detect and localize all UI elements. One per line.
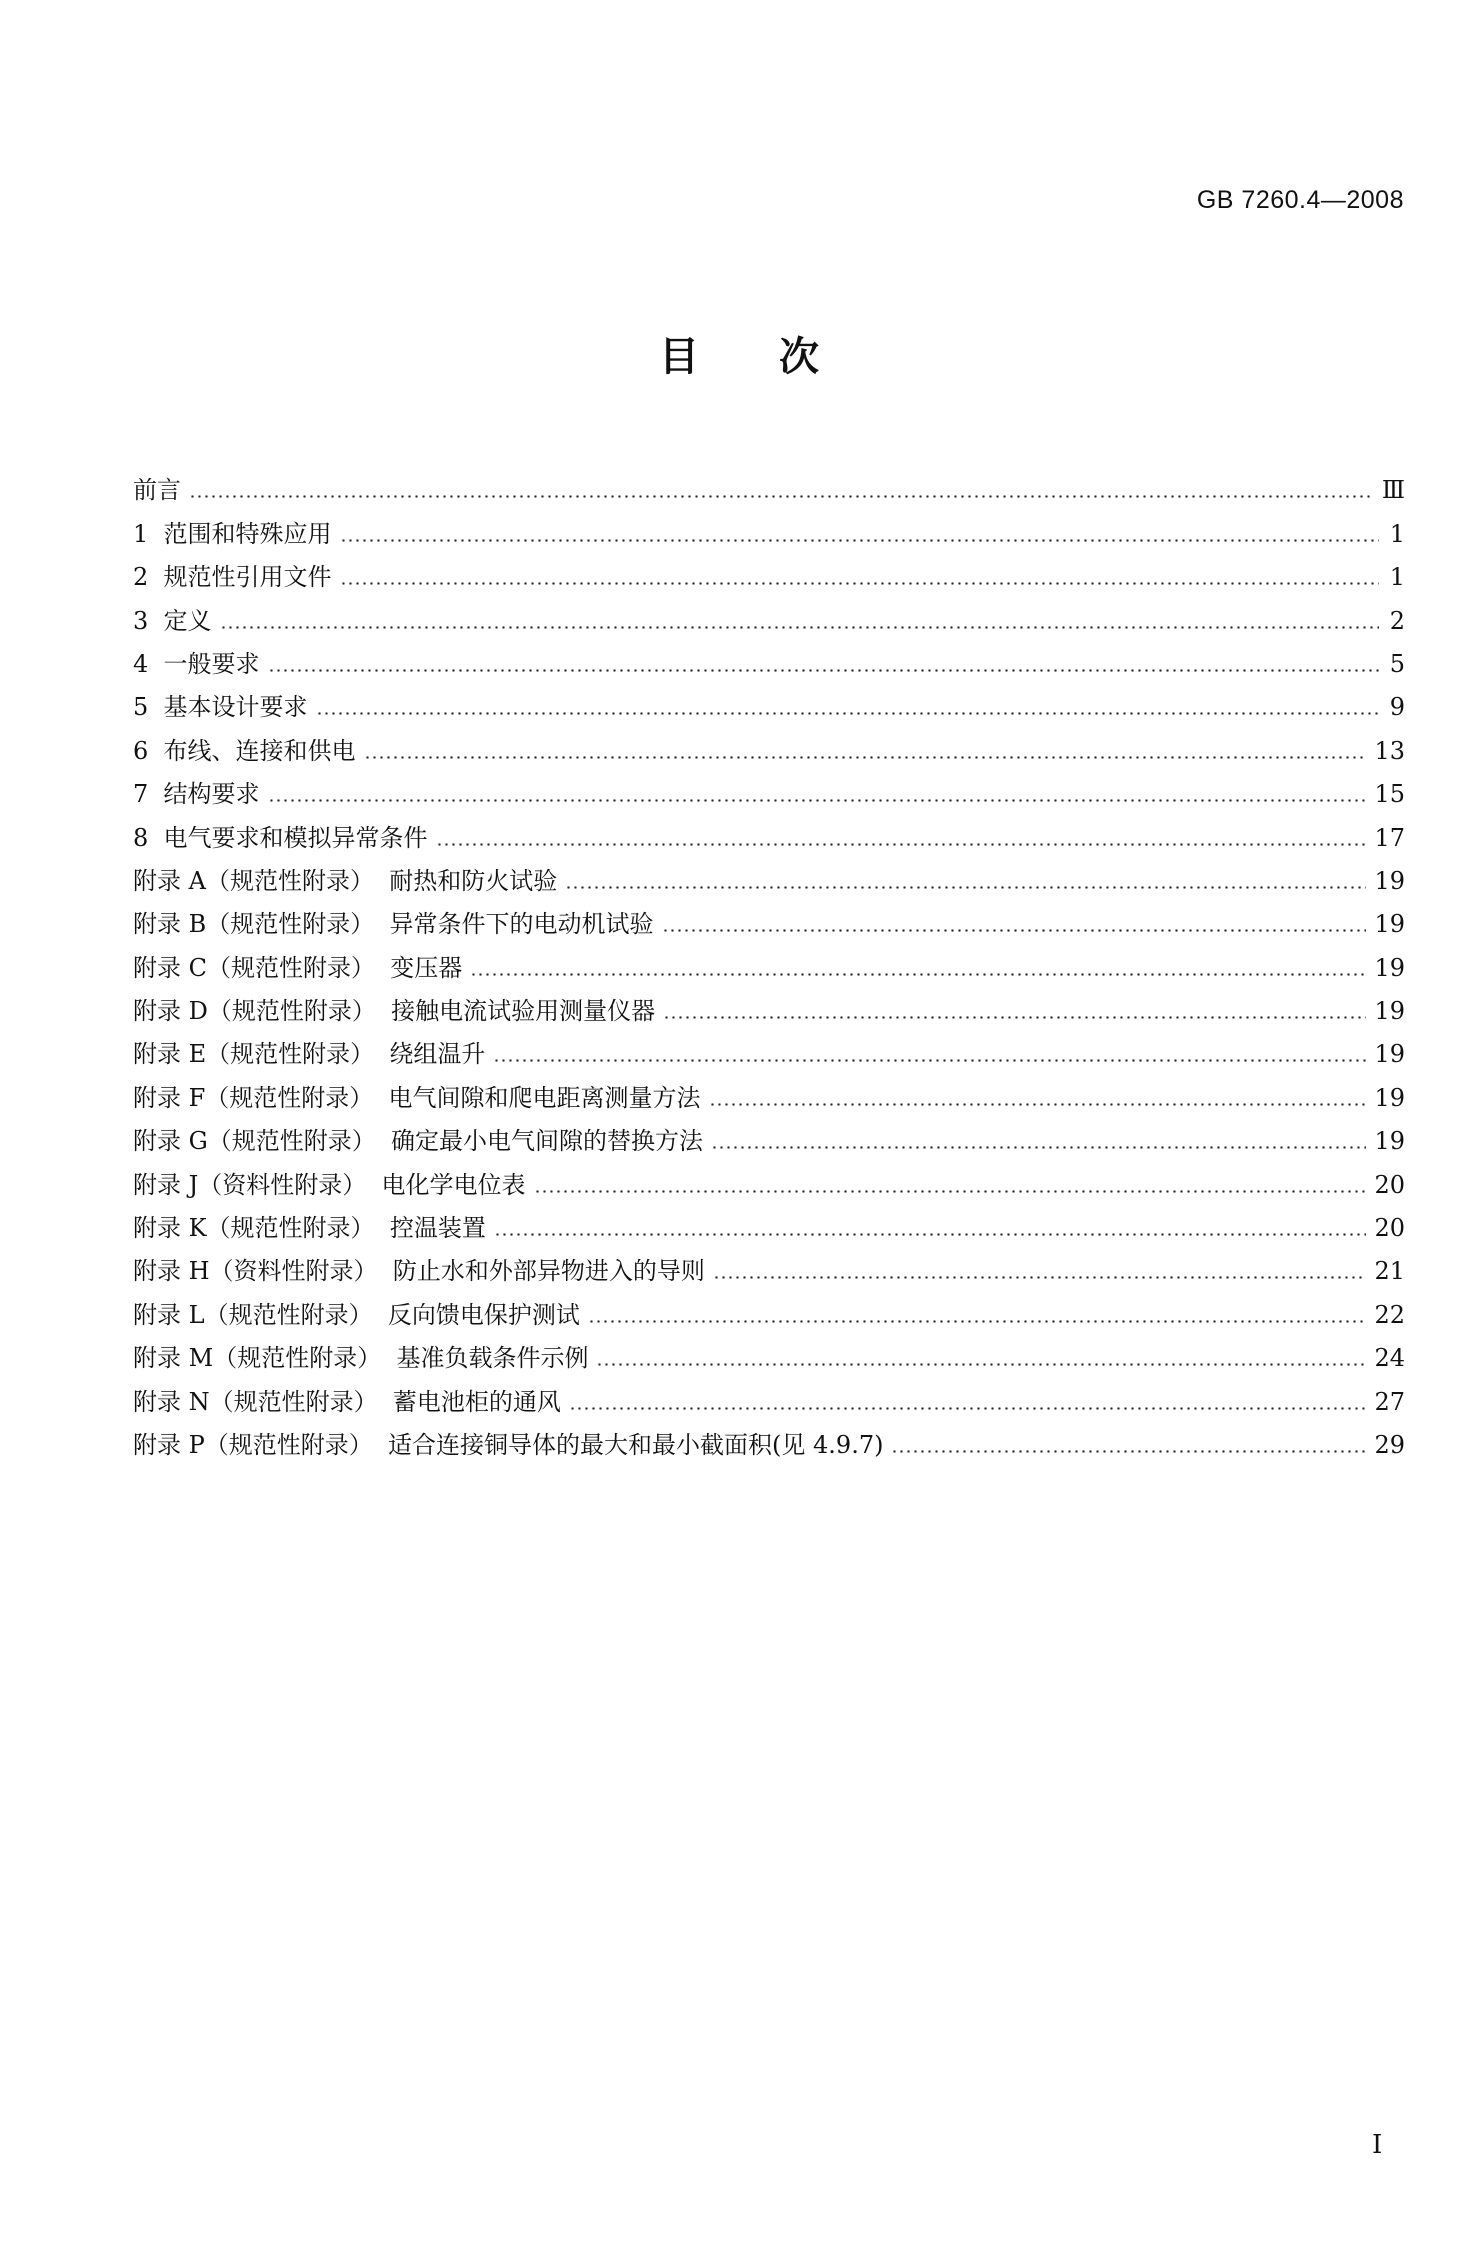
toc-entry-page: 13 [1374, 736, 1405, 765]
dot-leader [534, 1190, 1367, 1193]
toc-entry-page: 24 [1374, 1344, 1405, 1373]
toc-entry-title: 7 结构要求 [133, 780, 260, 809]
dot-leader [470, 973, 1366, 976]
page-number: I [1372, 2130, 1383, 2160]
toc-entry-page: 19 [1374, 953, 1405, 982]
toc-entry[interactable] [133, 462, 1405, 505]
table-of-contents [133, 462, 1405, 1460]
toc-entry[interactable] [133, 1330, 1405, 1373]
dot-leader [340, 539, 1379, 542]
toc-entry-title: 附录 K（规范性附录） 控温装置 [133, 1214, 486, 1243]
toc-entry-title: 6 布线、连接和供电 [133, 736, 356, 765]
toc-entry[interactable] [133, 1286, 1405, 1329]
toc-entry[interactable] [133, 983, 1405, 1026]
toc-entry-page: 19 [1374, 997, 1405, 1026]
toc-entry-title: 附录 B（规范性附录） 异常条件下的电动机试验 [133, 910, 654, 939]
dot-leader [709, 1103, 1367, 1106]
toc-entry-title: 附录 G（规范性附录） 确定最小电气间隙的替换方法 [133, 1127, 704, 1156]
toc-entry[interactable] [133, 679, 1405, 722]
toc-entry[interactable] [133, 722, 1405, 765]
toc-entry-page: 19 [1374, 1040, 1405, 1069]
dot-leader [711, 1146, 1366, 1149]
dot-leader [663, 1016, 1366, 1019]
toc-entry-title: 附录 H（资料性附录） 防止水和外部异物进入的导则 [133, 1257, 705, 1286]
toc-entry[interactable] [133, 1417, 1405, 1460]
toc-entry-page: 20 [1374, 1170, 1405, 1199]
toc-entry[interactable] [133, 1243, 1405, 1286]
toc-entry-page: 2 [1389, 606, 1405, 635]
toc-entry-title: 附录 C（规范性附录） 变压器 [133, 953, 463, 982]
toc-entry-title: 2 规范性引用文件 [133, 563, 332, 592]
toc-entry-page: 19 [1374, 866, 1405, 895]
toc-entry-page: 17 [1374, 823, 1405, 852]
toc-entry-page: 9 [1389, 693, 1405, 722]
toc-entry-page: 5 [1389, 649, 1405, 678]
toc-entry-title: 附录 P（规范性附录） 适合连接铜导体的最大和最小截面积(见 4.9.7) [133, 1430, 884, 1459]
standard-code: GB 7260.4—2008 [1196, 186, 1404, 214]
dot-leader [364, 756, 1367, 759]
toc-entry[interactable] [133, 1113, 1405, 1156]
toc-entry-page: 21 [1374, 1257, 1405, 1286]
dot-leader [891, 1450, 1366, 1453]
toc-entry-page: 19 [1374, 910, 1405, 939]
dot-leader [494, 1233, 1367, 1236]
toc-entry-page: 27 [1374, 1387, 1405, 1416]
toc-entry-title: 附录 E（规范性附录） 绕组温升 [133, 1040, 486, 1069]
toc-entry-title: 附录 L（规范性附录） 反向馈电保护测试 [133, 1300, 580, 1329]
dot-leader [268, 799, 1367, 802]
toc-entry-page: 1 [1389, 563, 1405, 592]
toc-entry-title: 4 一般要求 [133, 649, 260, 678]
dot-leader [316, 712, 1379, 715]
toc-entry-title: 1 范围和特殊应用 [133, 519, 332, 548]
toc-entry-title: 3 定义 [133, 606, 212, 635]
dot-leader [596, 1363, 1366, 1366]
dot-leader [340, 582, 1379, 585]
toc-entry[interactable] [133, 1026, 1405, 1069]
toc-entry-title: 附录 A（规范性附录） 耐热和防火试验 [133, 866, 558, 895]
dot-leader [569, 1407, 1367, 1410]
dot-leader [268, 669, 1379, 672]
dot-leader [588, 1320, 1367, 1323]
dot-leader [493, 1059, 1366, 1062]
toc-entry[interactable] [133, 1069, 1405, 1112]
dot-leader [189, 495, 1374, 498]
page-title: 目次 [659, 333, 899, 380]
toc-entry-page: 20 [1374, 1214, 1405, 1243]
toc-entry[interactable] [133, 636, 1405, 679]
dot-leader [662, 929, 1367, 932]
toc-entry-page: 29 [1374, 1430, 1405, 1459]
toc-entry-page: Ⅲ [1381, 476, 1405, 505]
toc-entry[interactable] [133, 1156, 1405, 1199]
toc-entry-page: 22 [1374, 1300, 1405, 1329]
toc-entry[interactable] [133, 809, 1405, 852]
toc-entry-title: 附录 D（规范性附录） 接触电流试验用测量仪器 [133, 997, 656, 1026]
toc-entry[interactable] [133, 1200, 1405, 1243]
toc-entry-title: 5 基本设计要求 [133, 693, 308, 722]
toc-entry-title: 附录 J（资料性附录） 电化学电位表 [133, 1170, 526, 1199]
toc-entry-page: 19 [1374, 1127, 1405, 1156]
dot-leader [436, 843, 1367, 846]
toc-entry[interactable] [133, 939, 1405, 982]
toc-entry[interactable] [133, 1373, 1405, 1416]
dot-leader [565, 886, 1366, 889]
toc-entry[interactable] [133, 505, 1405, 548]
toc-entry-page: 1 [1389, 519, 1405, 548]
toc-entry[interactable] [133, 896, 1405, 939]
toc-entry-title: 附录 N（规范性附录） 蓄电池柜的通风 [133, 1387, 561, 1416]
dot-leader [713, 1276, 1367, 1279]
toc-entry-page: 19 [1374, 1083, 1405, 1112]
toc-entry-title: 附录 F（规范性附录） 电气间隙和爬电距离测量方法 [133, 1083, 701, 1112]
toc-entry-page: 15 [1374, 780, 1405, 809]
toc-entry[interactable] [133, 549, 1405, 592]
toc-entry[interactable] [133, 853, 1405, 896]
toc-entry[interactable] [133, 766, 1405, 809]
toc-entry[interactable] [133, 592, 1405, 635]
toc-entry-title: 前言 [133, 476, 181, 505]
dot-leader [220, 626, 1379, 629]
toc-entry-title: 8 电气要求和模拟异常条件 [133, 823, 428, 852]
toc-entry-title: 附录 M（规范性附录） 基准负载条件示例 [133, 1344, 589, 1373]
